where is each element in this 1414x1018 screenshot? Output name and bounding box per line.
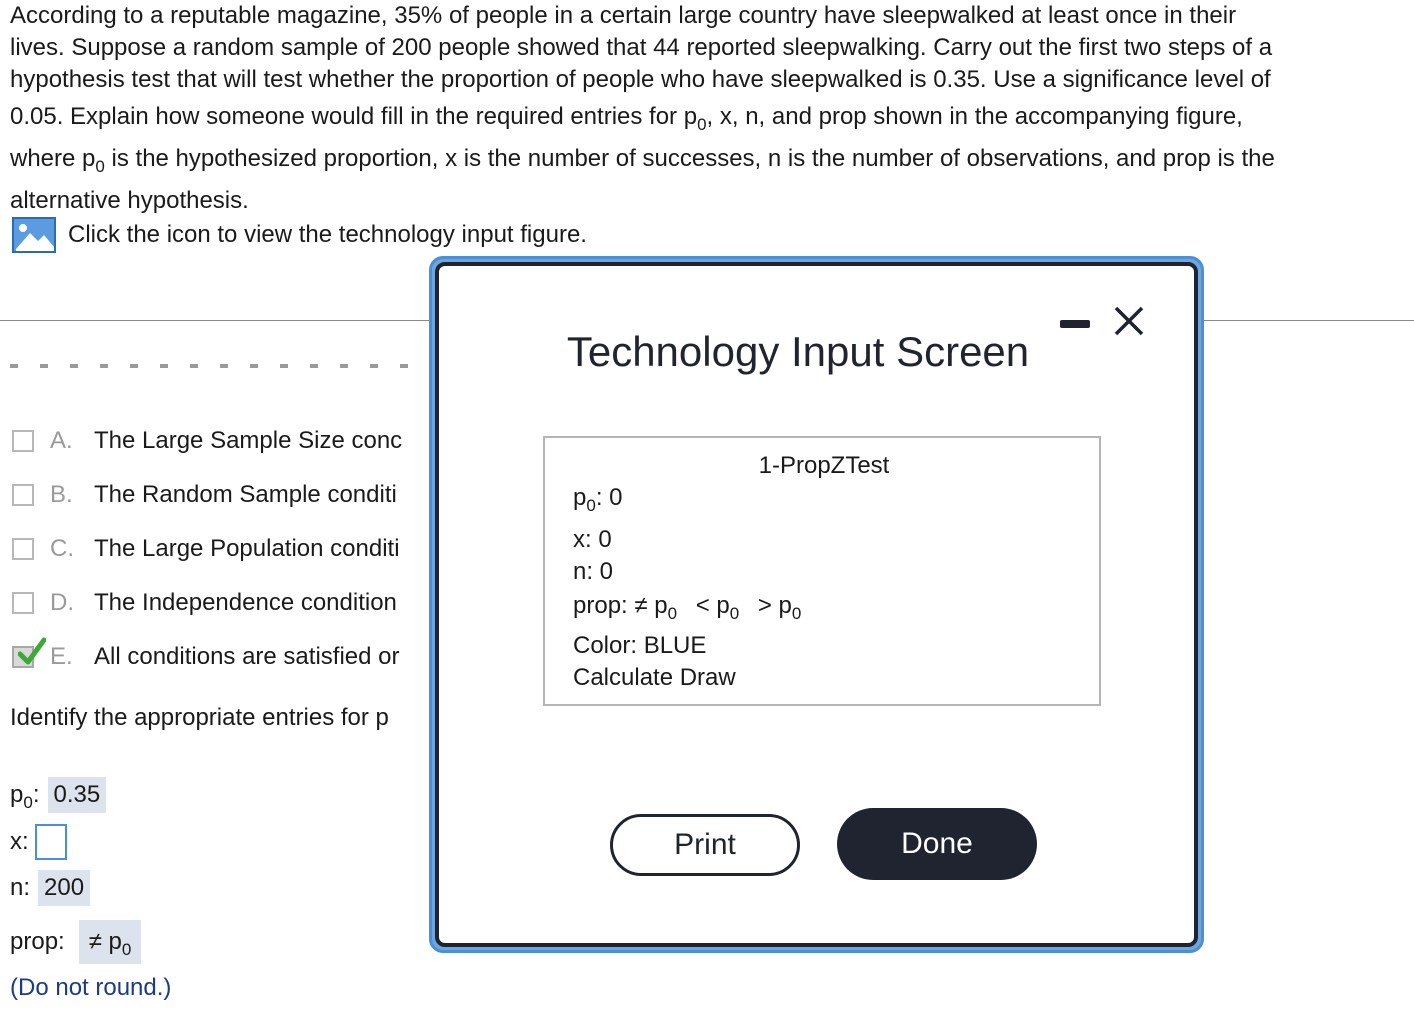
prop-option-lt: < $p_0$ <box>695 592 740 623</box>
checkbox[interactable] <box>12 430 34 452</box>
prop-entry <box>10 914 171 970</box>
minimize-icon[interactable] <box>1060 320 1090 328</box>
option-d[interactable] <box>12 576 430 630</box>
option-letter: D. <box>50 589 74 616</box>
option-text: The Independence condition <box>94 589 397 616</box>
rounding-note: (Do not round.) <box>10 974 172 1001</box>
question-line: lives. Suppose a random sample of 200 people showed that 44 reported sleepwalking. Carry out the first two steps of a <box>10 34 1273 61</box>
answer-options <box>12 414 430 684</box>
option-letter: C. <box>50 535 74 562</box>
calc-color-row: Color: BLUE <box>573 632 707 659</box>
question-line: where $p_0$ is the hypothesized proportion, x is the number of successes, n is the number of observations, and prop is the <box>10 145 1275 176</box>
x-entry <box>10 816 171 868</box>
modal-body <box>435 262 1198 947</box>
option-letter: A. <box>50 427 73 454</box>
identify-prompt: Identify the appropriate entries for p <box>10 704 389 731</box>
prop-answer: ≠ $p_0$ <box>79 920 142 964</box>
option-b[interactable] <box>12 468 430 522</box>
checkbox[interactable] <box>12 538 34 560</box>
question-text <box>10 0 1400 222</box>
checkbox-checked[interactable] <box>12 646 34 668</box>
question-line: hypothesis test that will test whether the proportion of people who have sleepwalked is 0.35. Use a significance level of <box>10 66 1271 93</box>
checkbox[interactable] <box>12 484 34 506</box>
x-label: x: <box>10 828 29 855</box>
checkbox[interactable] <box>12 592 34 614</box>
question-line: 0.05. Explain how someone would fill in the required entries for $p_0$, x, n, and prop shown in the accompanying figure, <box>10 103 1243 134</box>
done-button[interactable]: Done <box>837 808 1037 880</box>
entries-panel <box>10 774 171 1002</box>
option-letter: B. <box>50 481 73 508</box>
prop-option-gt: > $p_0$ <box>757 592 802 623</box>
checkmark-icon <box>18 636 46 666</box>
option-text: All conditions are satisfied or <box>94 643 400 670</box>
calc-x-row: x: 0 <box>573 526 612 553</box>
calculator-screen <box>543 436 1101 706</box>
n-answer: 200 <box>38 870 90 906</box>
figure-link-label[interactable]: Click the icon to view the technology input figure. <box>68 221 587 248</box>
calc-n-row: n: 0 <box>573 558 614 585</box>
n-label: n: <box>10 874 31 901</box>
option-text: The Random Sample conditi <box>94 481 397 508</box>
calc-p0-row: $p_0$: 0 <box>573 484 623 515</box>
p0-label: $p_0$: <box>10 781 40 812</box>
option-letter: E. <box>50 643 73 670</box>
figure-link[interactable] <box>12 217 587 253</box>
obscured-text <box>10 364 430 368</box>
option-text: The Large Sample Size conc <box>94 427 403 454</box>
question-line: alternative hypothesis. <box>10 187 249 214</box>
p0-entry <box>10 774 171 816</box>
calc-prop-row: prop: ≠ $p_0 < p_0 > p_0$ <box>573 592 802 623</box>
image-icon[interactable] <box>12 217 56 253</box>
option-c[interactable] <box>12 522 430 576</box>
prop-label: prop: <box>10 928 65 955</box>
question-line: According to a reputable magazine, 35% of people in a certain large country have sleepwalked at least once in their <box>10 2 1237 29</box>
option-text: The Large Population conditi <box>94 535 400 562</box>
p0-answer: 0.35 <box>48 777 107 813</box>
modal-title: Technology Input Screen <box>566 328 1030 375</box>
calculator-title: 1-PropZTest <box>758 452 890 479</box>
print-button[interactable]: Print <box>610 814 800 876</box>
x-input[interactable] <box>35 824 67 860</box>
calc-actions-row: Calculate Draw <box>573 664 736 691</box>
prop-option-ne: ≠ $p_0$ <box>634 592 678 623</box>
option-a[interactable] <box>12 414 430 468</box>
option-e[interactable] <box>12 630 430 684</box>
n-entry <box>10 868 171 908</box>
technology-modal <box>429 256 1204 953</box>
